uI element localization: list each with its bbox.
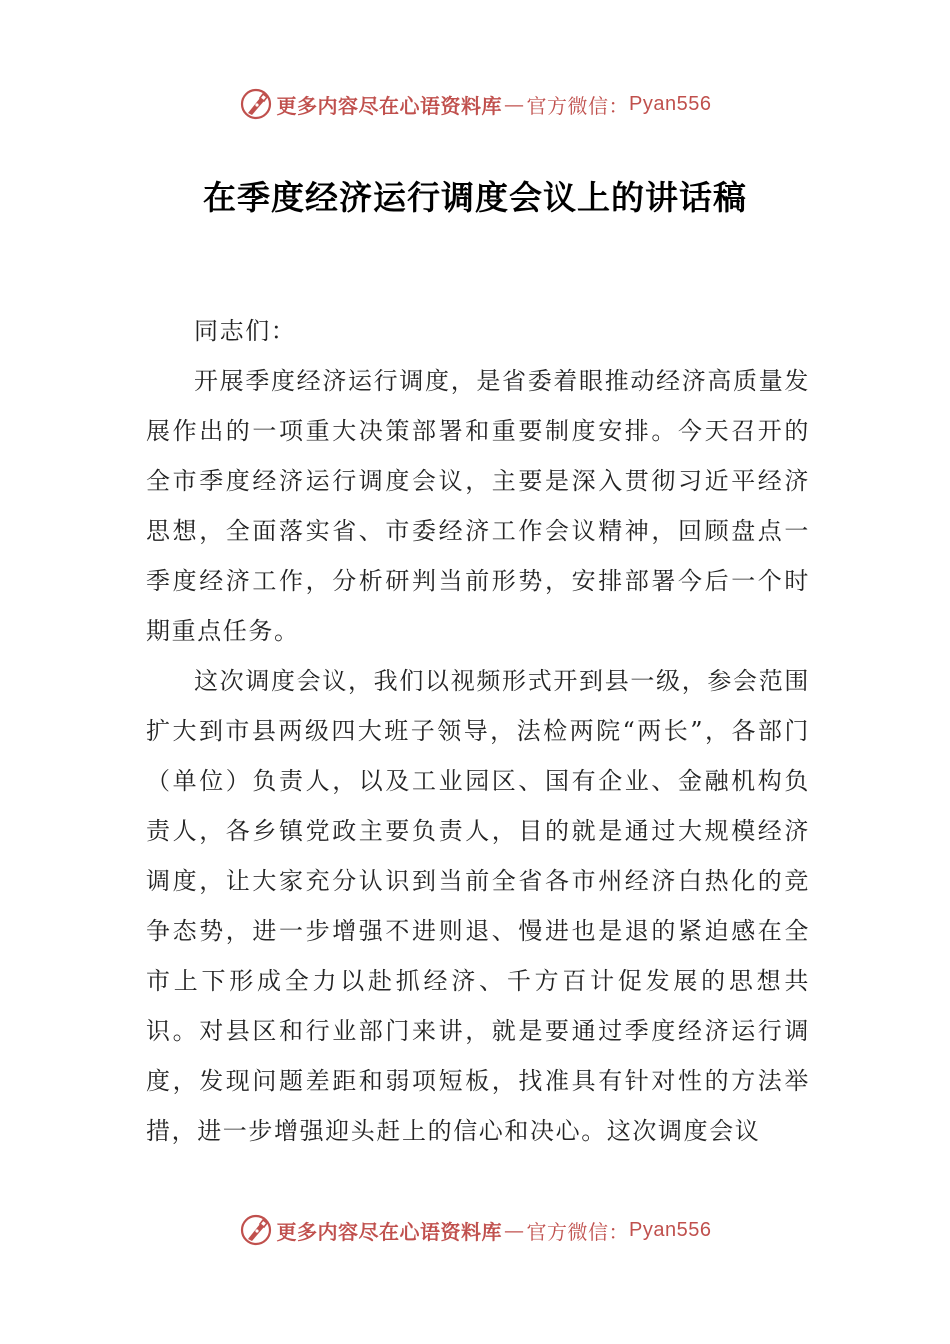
watermark-site-text: 更多内容尽在心语资料库 (276, 1219, 503, 1244)
pen-nib-icon (239, 87, 273, 121)
watermark-id: Pyan556 (629, 1218, 712, 1241)
watermark-dash: — (504, 92, 525, 116)
paragraph: 开展季度经济运行调度，是省委着眼推动经济高质量发展作出的一项重大决策部署和重要制度安排。今天召开的全市季度经济运行调度会议，主要是深入贯彻习近平经济思想，全面落实省、市委经济工作会议精神，回顾盘点一季度经济工作，分析研判当前形势，安排部署今后一个时期重点任务。 (146, 367, 810, 645)
watermark-site-text: 更多内容尽在心语资料库 (276, 93, 503, 118)
header-watermark (0, 84, 950, 124)
footer-watermark (0, 1210, 950, 1250)
watermark-dash: — (504, 1218, 525, 1242)
watermark-label: 官方微信： (526, 1219, 630, 1244)
paragraph: 这次调度会议，我们以视频形式开到县一级，参会范围扩大到市县两级四大班子领导，法检两院“两长”，各部门（单位）负责人，以及工业园区、国有企业、金融机构负责人，各乡镇党政主要负责人，目的就是通过大规模经济调度，让大家充分认识到当前全省各市州经济白热化的竞争态势，进一步增强不进则退、慢进也是退的紧迫感在全市上下形成全力以赴抓经济、千方百计促发展的思想共识。对县区和行业部门来讲，就是要通过季度经济运行调度，发现问题差距和弱项短板，找准具有针对性的方法举措，进一步增强迎头赶上的信心和决心。这次调度会议 (146, 667, 810, 1145)
document-body (146, 306, 810, 1156)
watermark-label: 官方微信： (526, 93, 630, 118)
salutation: 同志们： (194, 317, 297, 345)
document-title: 在季度经济运行调度会议上的讲话稿 (203, 178, 747, 217)
pen-nib-icon (239, 1213, 273, 1247)
watermark-id: Pyan556 (629, 92, 712, 115)
